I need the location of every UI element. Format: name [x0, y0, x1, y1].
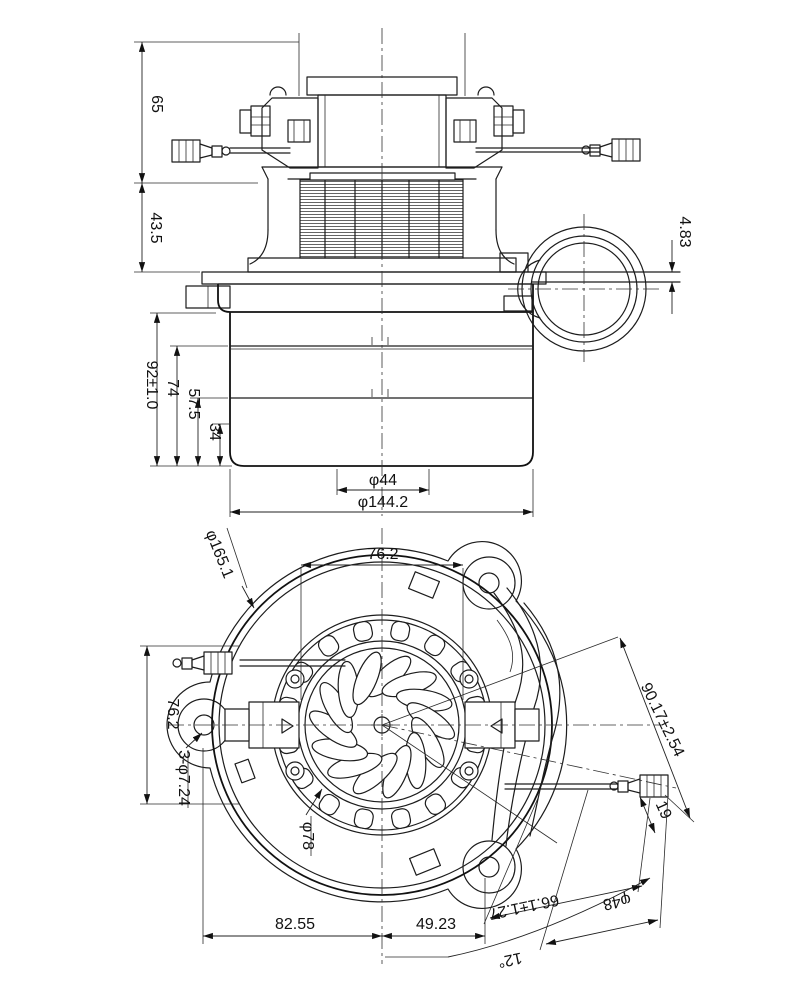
dim-length-19: 19	[651, 798, 675, 822]
discharge-tube-end	[500, 214, 680, 362]
dim-height-65: 65	[148, 95, 165, 113]
side-view-dimensions	[134, 42, 693, 517]
dim-length-82-55: 82.55	[274, 916, 316, 933]
bottom-left-wire	[173, 652, 345, 674]
mount-hole-bottom-right	[479, 857, 499, 877]
dim-height-76-2: 76.2	[164, 698, 181, 730]
dim-height-43-5: 43.5	[147, 212, 164, 244]
dim-dia-48: φ48	[601, 890, 633, 913]
dim-height-74: 74	[164, 379, 181, 397]
dim-dia-78: φ78	[299, 821, 316, 851]
dim-height-92: 92±1.0	[143, 360, 160, 410]
dim-width-76-2: 76.2	[367, 546, 399, 563]
side-elevation-view	[172, 28, 680, 516]
dim-dia-144-2: φ144.2	[357, 494, 409, 511]
dim-holes-3-7-24: 3-φ7.24	[175, 750, 192, 806]
right-terminal-wire	[476, 139, 640, 161]
end-view	[167, 528, 676, 964]
dim-height-34: 34	[206, 423, 223, 441]
dim-height-57-5: 57.5	[185, 388, 202, 420]
dim-dia-44: φ44	[368, 472, 398, 489]
dim-angle-12: 12°	[496, 948, 524, 971]
mount-hole-top-right	[479, 573, 499, 593]
dim-length-90-17: 90.17±2.54	[636, 680, 688, 760]
left-terminal-wire	[172, 140, 290, 162]
dim-dia-165-1: φ165.1	[201, 527, 237, 581]
dim-offset-4-83: 4.83	[676, 216, 693, 248]
dim-length-66-1: 66.1±1.27	[487, 890, 561, 923]
dim-length-49-23: 49.23	[415, 916, 457, 933]
